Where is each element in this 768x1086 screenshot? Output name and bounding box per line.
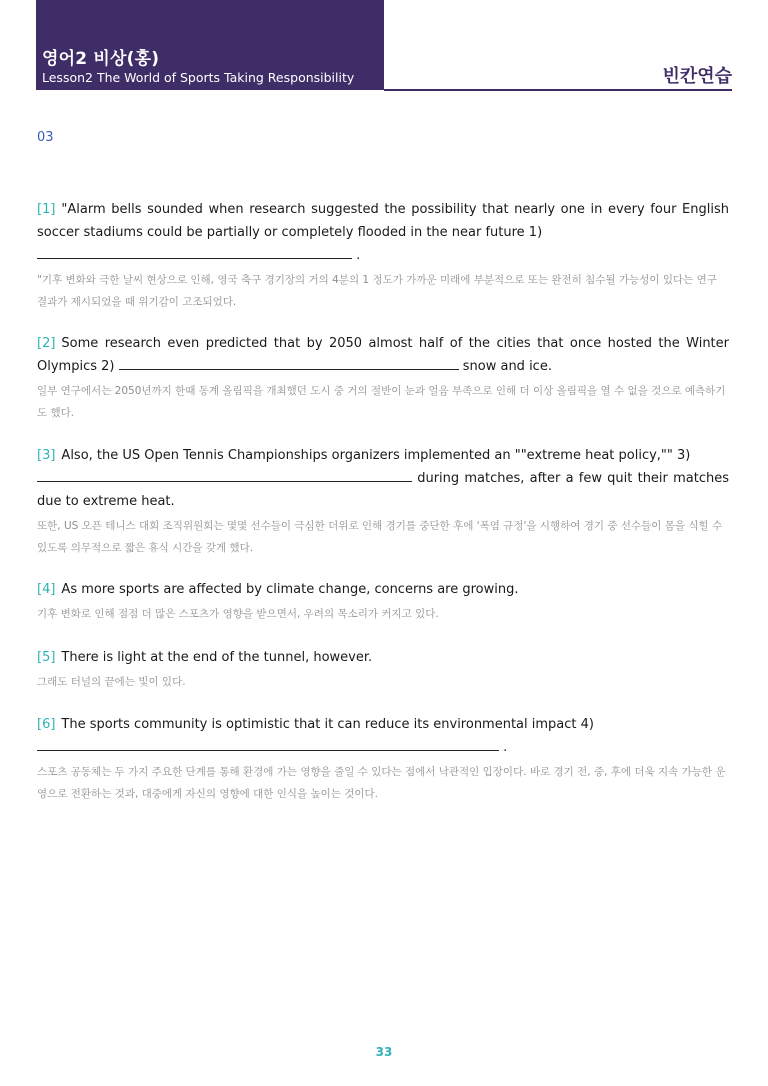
header-banner <box>36 0 384 90</box>
sentence-text: The sports community is optimistic that it can reduce its environmental impact 4) <box>61 717 594 732</box>
sentence-text: Some research even predicted that by 2050 almost half of the cities that once hosted the Winter Olympics 2) <box>37 336 729 374</box>
sentence-end: snow and ice. <box>462 359 552 374</box>
item-number: [2] <box>37 336 56 351</box>
header-title: 영어2 비상(홍) <box>42 49 160 69</box>
item-number: [3] <box>37 448 56 463</box>
korean-translation: 또한, US 오픈 테니스 대회 조직위원회는 몇몇 선수들이 극심한 더위로 인해 경기를 중단한 후에 '폭염 규정'을 시행하여 경기 중 선수들이 몸을 식힐 수 있도록 의무적으로 짧은 휴식 시간을 갖게 했다. <box>37 520 723 554</box>
section-number: 03 <box>37 130 54 145</box>
english-sentence <box>37 198 729 267</box>
answer-blank-1[interactable] <box>37 244 352 259</box>
korean-translation: 기후 변화로 인해 점점 더 많은 스포츠가 영향을 받으면서, 우려의 목소리가 커지고 있다. <box>37 608 439 620</box>
answer-blank-4[interactable] <box>37 736 499 751</box>
korean-translation: "기후 변화와 극한 날씨 현상으로 인해, 영국 축구 경기장의 거의 4분의 1 정도가 가까운 미래에 부분적으로 또는 완전히 침수될 가능성이 있다는 연구 결과가 제시되었을 때 위기감이 고조되었다. <box>37 274 717 308</box>
exercise-item-3 <box>37 444 729 559</box>
page-number: 33 <box>375 1045 393 1059</box>
sentence-text: Also, the US Open Tennis Championships organizers implemented an ""extreme heat policy,"" 3) <box>61 448 691 463</box>
exercise-item-4 <box>37 578 729 625</box>
sentence-text: "Alarm bells sounded when research suggested the possibility that nearly one in every four English soccer stadiums could be partially or completely flooded in the near future 1) <box>37 202 729 240</box>
answer-blank-2[interactable] <box>119 355 459 370</box>
item-number: [4] <box>37 582 56 597</box>
korean-translation: 일부 연구에서는 2050년까지 한때 동계 올림픽을 개최했던 도시 중 거의 절반이 눈과 얼음 부족으로 인해 더 이상 올림픽을 열 수 없을 것으로 예측하기도 했다. <box>37 385 726 419</box>
header-divider <box>384 89 732 91</box>
item-number: [6] <box>37 717 56 732</box>
exercise-item-5 <box>37 646 729 693</box>
sentence-end: during matches, after a few quit their matches due to extreme heat. <box>37 471 729 509</box>
english-sentence <box>37 578 729 601</box>
korean-translation: 그래도 터널의 끝에는 빛이 있다. <box>37 676 186 688</box>
header-subtitle: Lesson2 The World of Sports Taking Responsibility <box>42 70 355 85</box>
english-sentence <box>37 444 729 513</box>
english-sentence <box>37 646 729 669</box>
english-sentence <box>37 332 729 378</box>
korean-translation: 스포츠 공동체는 두 가지 주요한 단계를 통해 환경에 가는 영향을 줄일 수 있다는 점에서 낙관적인 입장이다. 바로 경기 전, 중, 후에 더욱 지속 가능한 운영으로 전환하는 것과, 대중에게 자신의 영향에 대한 인식을 높이는 것이다. <box>37 766 726 800</box>
sentence-end: . <box>356 248 361 263</box>
answer-blank-3[interactable] <box>37 467 412 482</box>
exercise-item-6 <box>37 713 729 805</box>
exercise-item-1 <box>37 198 729 313</box>
sentence-text: There is light at the end of the tunnel, however. <box>61 650 373 665</box>
item-number: [5] <box>37 650 56 665</box>
sentence-text: As more sports are affected by climate change, concerns are growing. <box>61 582 519 597</box>
item-number: [1] <box>37 202 56 217</box>
sentence-end: . <box>503 740 508 755</box>
exercise-item-2 <box>37 332 729 424</box>
english-sentence <box>37 713 729 759</box>
section-type-label: 빈칸연습 <box>662 66 732 87</box>
